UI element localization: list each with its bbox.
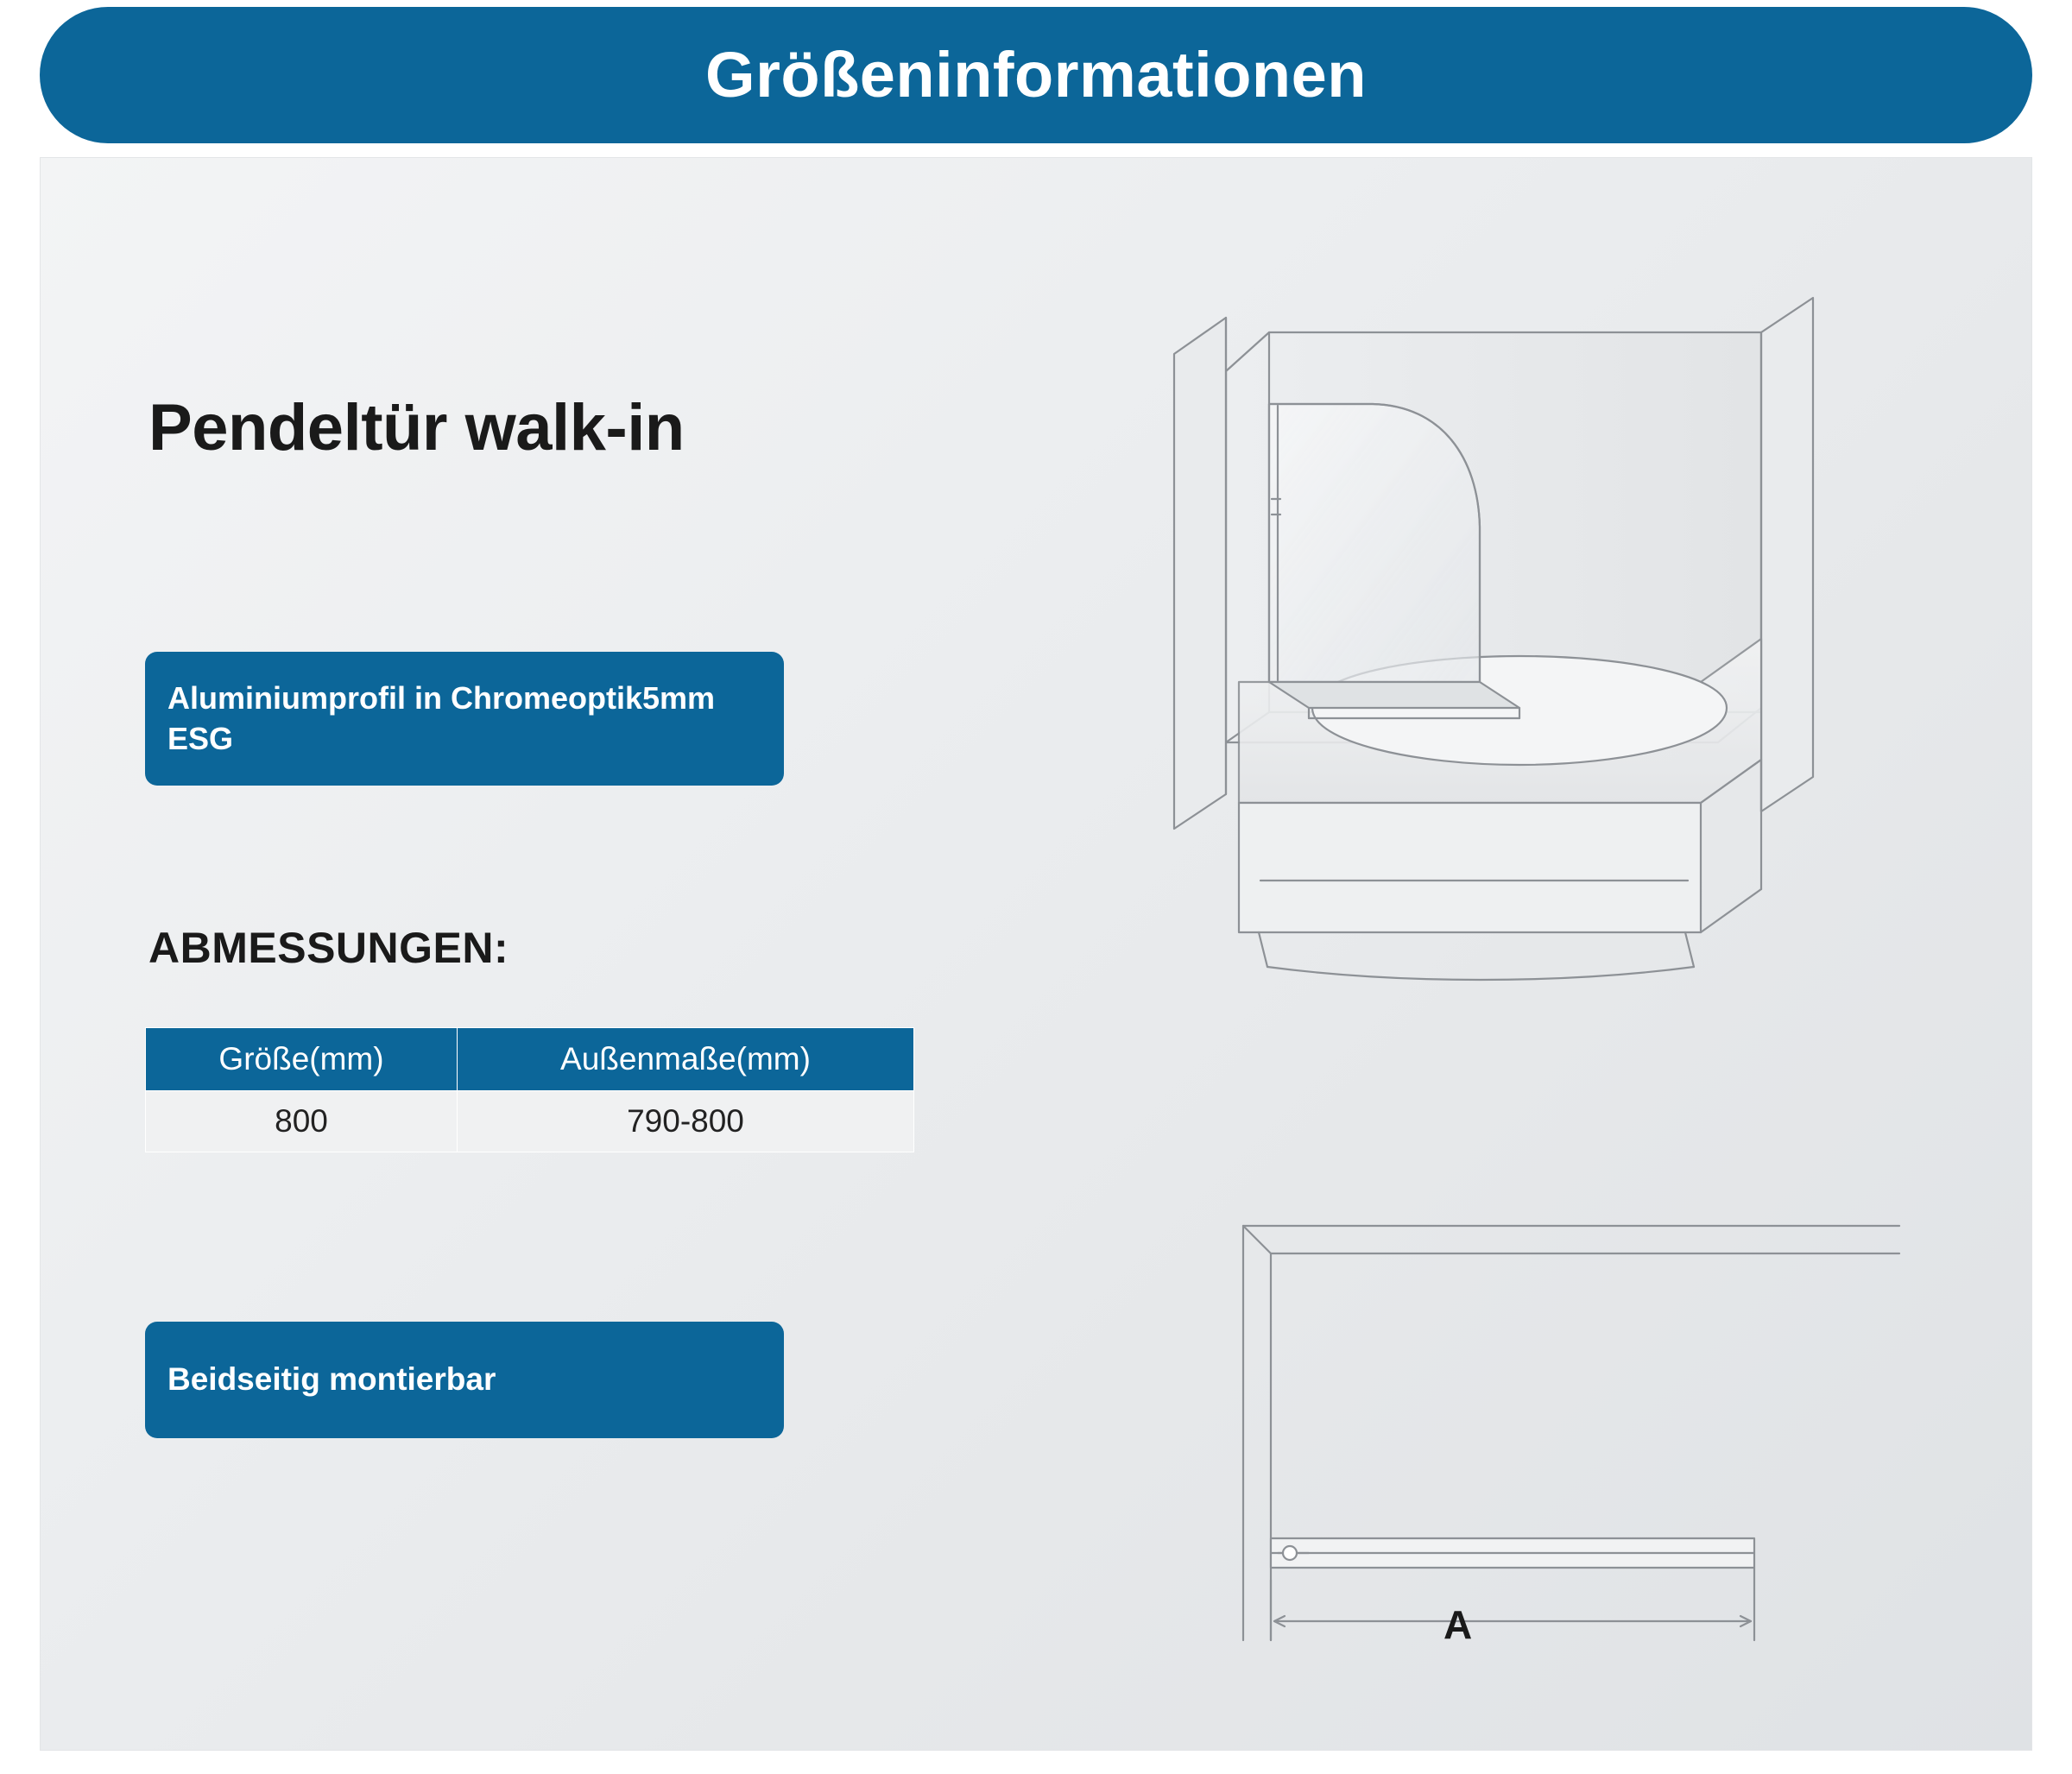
- column-header-outer: Außenmaße(mm): [458, 1028, 914, 1091]
- material-badge-label: Aluminiumprofil in Chromeoptik5mm ESG: [167, 680, 716, 756]
- cell-outer: 790-800: [458, 1091, 914, 1152]
- material-badge: [145, 652, 784, 786]
- topview-drawing: [1226, 1209, 1917, 1675]
- mount-badge: [145, 1322, 784, 1438]
- header-banner: [40, 7, 2032, 143]
- page-title: Größeninformationen: [705, 39, 1367, 110]
- table-header-row: [146, 1028, 914, 1091]
- mount-badge-label: Beidseitig montierbar: [167, 1361, 496, 1398]
- dimensions-heading: ABMESSUNGEN:: [148, 924, 509, 972]
- cell-size: 800: [146, 1091, 458, 1152]
- perspective-drawing: [1157, 276, 1848, 1088]
- table-row: [146, 1091, 914, 1152]
- column-header-size: Größe(mm): [146, 1028, 458, 1091]
- dimensions-table: [145, 1027, 914, 1152]
- product-title: Pendeltür walk-in: [148, 391, 685, 464]
- topview-dimension-label: A: [1443, 1602, 1473, 1647]
